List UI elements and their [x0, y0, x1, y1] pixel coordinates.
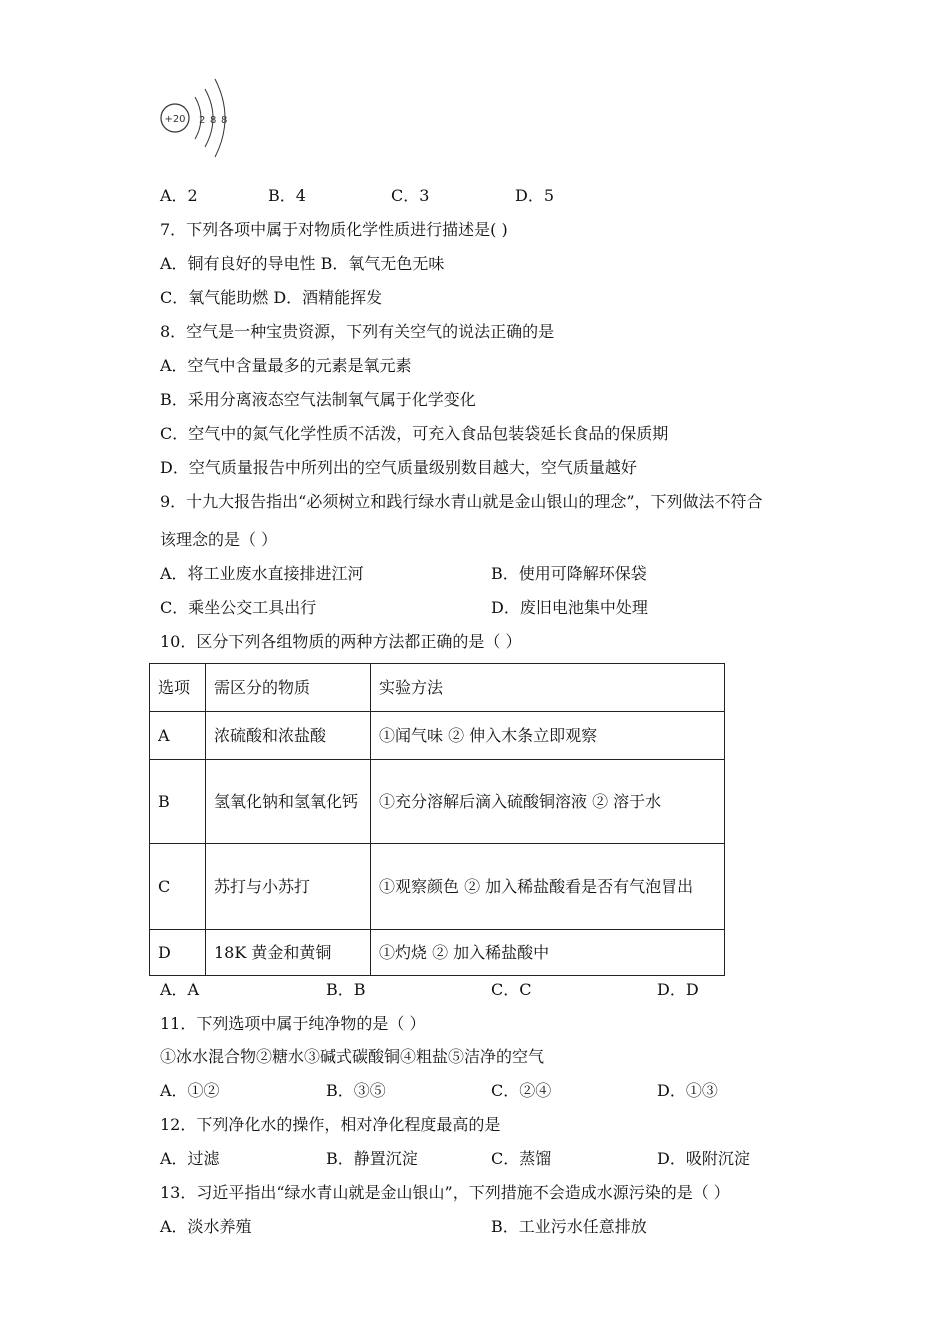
q6-option-b: B．4: [268, 186, 306, 205]
header-option: 选项: [150, 664, 206, 712]
header-substance: 需区分的物质: [206, 664, 371, 712]
q10-option-c: C．C: [491, 980, 532, 999]
row-substance: 氢氧化钠和氢氧化钙: [206, 760, 371, 844]
q11-stem: 11．下列选项中属于纯净物的是（ ）: [160, 1014, 426, 1033]
row-substance: 苏打与小苏打: [206, 844, 371, 930]
q9-stem-line-2: 该理念的是（ ）: [160, 530, 278, 549]
row-option: C: [150, 844, 206, 930]
shell-electrons-2: 8: [210, 115, 217, 126]
q9-option-d: D．废旧电池集中处理: [491, 598, 648, 617]
q9-stem-line-1: 9．十九大报告指出“必须树立和践行绿水青山就是金山银山的理念”，下列做法不符合: [160, 492, 763, 511]
q11-option-b: B．③⑤: [326, 1081, 386, 1100]
q6-option-d: D．5: [515, 186, 555, 205]
q12-option-b: B．静置沉淀: [326, 1149, 418, 1168]
row-method: ①观察颜色 ② 加入稀盐酸看是否有气泡冒出: [371, 844, 725, 930]
table-row: [150, 760, 725, 844]
q12-option-a: A．过滤: [160, 1149, 220, 1168]
row-method: ①充分溶解后滴入硫酸铜溶液 ② 溶于水: [371, 760, 725, 844]
row-option: B: [150, 760, 206, 844]
nucleus-charge: +20: [164, 114, 186, 125]
q7-options-line-1: A．铜有良好的导电性 B．氧气无色无味: [160, 254, 445, 273]
q11-option-c: C．②④: [491, 1081, 552, 1100]
q10-option-a: A．A: [160, 980, 200, 999]
q6-option-c: C．3: [391, 186, 430, 205]
q10-option-b: B．B: [326, 980, 366, 999]
shell-electrons-3: 8: [221, 115, 228, 126]
shell-electrons-1: 2: [199, 115, 206, 126]
q11-list: ①冰水混合物②糖水③碱式碳酸铜④粗盐⑤洁净的空气: [160, 1047, 545, 1066]
row-substance: 浓硫酸和浓盐酸: [206, 712, 371, 760]
q10-table: [149, 663, 725, 976]
q9-option-b: B．使用可降解环保袋: [491, 564, 647, 583]
q6-option-a: A．2: [160, 186, 198, 205]
q12-stem: 12．下列净化水的操作，相对净化程度最高的是: [160, 1115, 501, 1134]
q8-option-a: A．空气中含量最多的元素是氧元素: [160, 356, 412, 375]
row-option: D: [150, 930, 206, 976]
row-substance: 18K 黄金和黄铜: [206, 930, 371, 976]
q9-option-a: A．将工业废水直接排进江河: [160, 564, 364, 583]
q11-option-d: D．①③: [657, 1081, 718, 1100]
q11-option-a: A．①②: [160, 1081, 220, 1100]
row-method: ①灼烧 ② 加入稀盐酸中: [371, 930, 725, 976]
table-row: [150, 844, 725, 930]
atom-structure-diagram: [155, 75, 235, 160]
q12-option-d: D．吸附沉淀: [657, 1149, 750, 1168]
q12-option-c: C．蒸馏: [491, 1149, 552, 1168]
q13-option-b: B．工业污水任意排放: [491, 1217, 647, 1236]
q9-option-c: C．乘坐公交工具出行: [160, 598, 317, 617]
q10-stem: 10．区分下列各组物质的两种方法都正确的是（ ）: [160, 632, 522, 651]
table-row: [150, 712, 725, 760]
row-method: ①闻气味 ② 伸入木条立即观察: [371, 712, 725, 760]
q13-option-a: A．淡水养殖: [160, 1217, 252, 1236]
header-method: 实验方法: [371, 664, 725, 712]
table-header-row: [150, 664, 725, 712]
q8-option-d: D．空气质量报告中所列出的空气质量级别数目越大，空气质量越好: [160, 458, 637, 477]
row-option: A: [150, 712, 206, 760]
q8-stem: 8．空气是一种宝贵资源，下列有关空气的说法正确的是: [160, 322, 555, 341]
q13-stem: 13．习近平指出“绿水青山就是金山银山”，下列措施不会造成水源污染的是（ ）: [160, 1183, 730, 1202]
q7-options-line-2: C．氧气能助燃 D．酒精能挥发: [160, 288, 383, 307]
q7-stem: 7．下列各项中属于对物质化学性质进行描述是( ): [160, 220, 508, 239]
q8-option-c: C．空气中的氮气化学性质不活泼，可充入食品包装袋延长食品的保质期: [160, 424, 669, 443]
q8-option-b: B．采用分离液态空气法制氧气属于化学变化: [160, 390, 476, 409]
q10-option-d: D．D: [657, 980, 699, 999]
table-row: [150, 930, 725, 976]
